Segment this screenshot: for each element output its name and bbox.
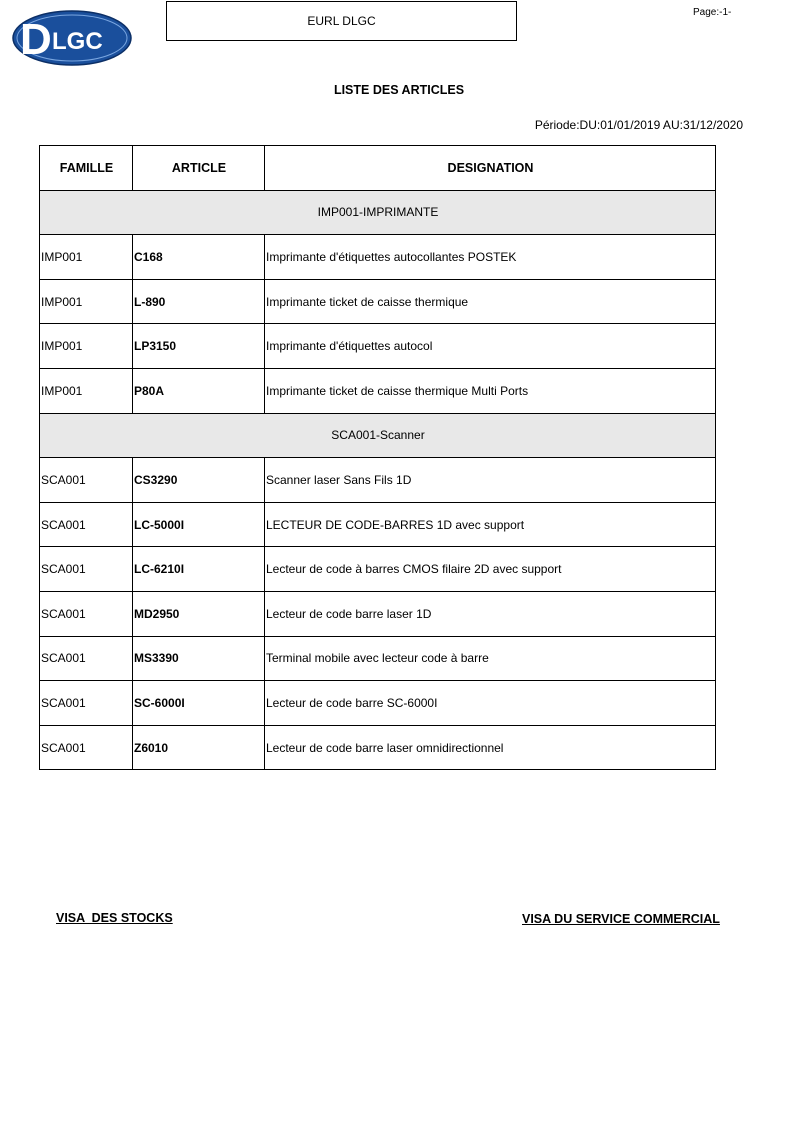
cell-famille: SCA001 [40, 725, 133, 770]
cell-designation: Lecteur de code barre laser omnidirectionnel [265, 725, 716, 770]
table-row [40, 681, 716, 726]
table-row [40, 636, 716, 681]
cell-famille: SCA001 [40, 636, 133, 681]
cell-famille: IMP001 [40, 368, 133, 413]
company-name: EURL DLGC [307, 14, 376, 28]
table-row [40, 368, 716, 413]
column-header-famille: FAMILLE [40, 146, 133, 191]
company-logo [12, 9, 132, 67]
cell-article: CS3290 [133, 458, 265, 503]
page-number: Page:-1- [693, 7, 732, 18]
cell-article: LC-6210I [133, 547, 265, 592]
cell-designation: Imprimante ticket de caisse thermique [265, 279, 716, 324]
table-row [40, 591, 716, 636]
group-row [40, 190, 716, 235]
svg-text:LGC: LGC [52, 28, 103, 55]
cell-designation: Scanner laser Sans Fils 1D [265, 458, 716, 503]
table-row [40, 235, 716, 280]
cell-article: MD2950 [133, 591, 265, 636]
column-header-designation: DESIGNATION [265, 146, 716, 191]
cell-famille: SCA001 [40, 591, 133, 636]
cell-designation: Lecteur de code à barres CMOS filaire 2D avec support [265, 547, 716, 592]
period-range: Période:DU:01/01/2019 AU:31/12/2020 [534, 118, 743, 132]
cell-article: Z6010 [133, 725, 265, 770]
table-body [40, 190, 716, 770]
cell-designation: Lecteur de code barre SC-6000I [265, 681, 716, 726]
table-row [40, 725, 716, 770]
group-label: SCA001-Scanner [40, 413, 716, 458]
document-title: LISTE DES ARTICLES [333, 83, 465, 97]
cell-article: L-890 [133, 279, 265, 324]
cell-designation: Imprimante d'étiquettes autocol [265, 324, 716, 369]
cell-designation: LECTEUR DE CODE-BARRES 1D avec support [265, 502, 716, 547]
cell-designation: Imprimante ticket de caisse thermique Multi Ports [265, 368, 716, 413]
table-row [40, 547, 716, 592]
company-name-box [166, 1, 517, 41]
cell-article: C168 [133, 235, 265, 280]
articles-table [39, 145, 716, 770]
group-label: IMP001-IMPRIMANTE [40, 190, 716, 235]
group-row [40, 413, 716, 458]
cell-article: LP3150 [133, 324, 265, 369]
svg-text:D: D [20, 15, 52, 64]
cell-article: LC-5000I [133, 502, 265, 547]
cell-famille: SCA001 [40, 547, 133, 592]
table-row [40, 324, 716, 369]
cell-designation: Lecteur de code barre laser 1D [265, 591, 716, 636]
table-row [40, 458, 716, 503]
cell-designation: Imprimante d'étiquettes autocollantes POSTEK [265, 235, 716, 280]
table-row [40, 502, 716, 547]
cell-article: MS3390 [133, 636, 265, 681]
visa-commercial-label: VISA DU SERVICE COMMERCIAL [522, 912, 720, 926]
table-row [40, 279, 716, 324]
cell-famille: SCA001 [40, 502, 133, 547]
cell-famille: SCA001 [40, 681, 133, 726]
cell-famille: IMP001 [40, 279, 133, 324]
cell-famille: SCA001 [40, 458, 133, 503]
column-header-article: ARTICLE [133, 146, 265, 191]
cell-famille: IMP001 [40, 324, 133, 369]
visa-stocks-label: VISA DES STOCKS [56, 911, 173, 925]
cell-article: SC-6000I [133, 681, 265, 726]
cell-article: P80A [133, 368, 265, 413]
table-header-row [40, 146, 716, 191]
cell-designation: Terminal mobile avec lecteur code à barre [265, 636, 716, 681]
cell-famille: IMP001 [40, 235, 133, 280]
